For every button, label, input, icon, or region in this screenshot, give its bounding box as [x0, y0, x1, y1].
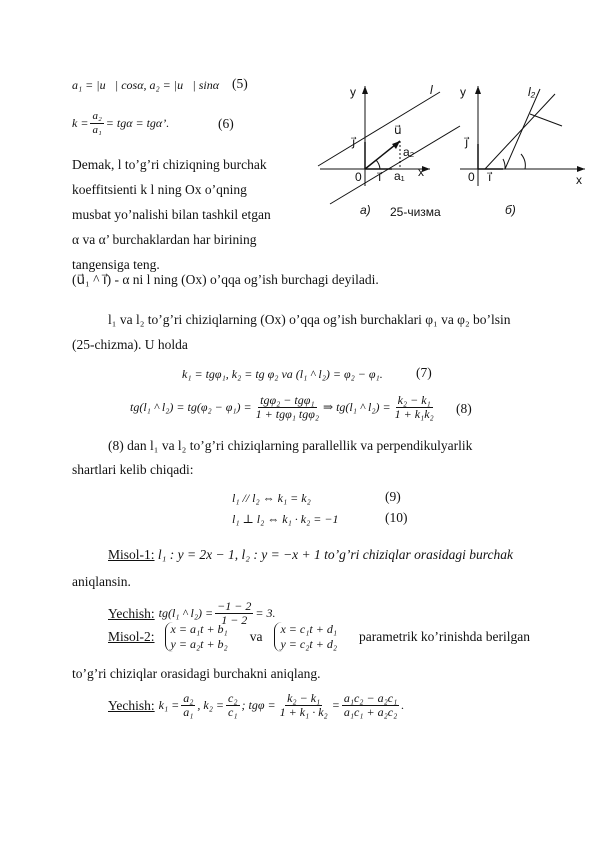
system-1-x: x = a₁t + b₁ — [170, 622, 228, 636]
solution-2-frac-3-den: 1 + k₁ · k₂ — [279, 705, 328, 719]
solution-2-frac-2 — [226, 692, 240, 719]
paragraph-inclination-2: (25-chizma). U holda — [72, 337, 188, 352]
paragraph-conditions-2: shartlari kelib chiqadi: — [72, 462, 194, 477]
paragraph-inclination: l₁ va l₂ to’g’ri chiziqlarning (Ox) o’qqa og’ish burchaklari φ₁ va φ₂ bo’lsin — [108, 312, 511, 327]
system-1-y: y = a₂t + b₂ — [170, 637, 228, 651]
fig-l-label: l — [430, 83, 433, 97]
solution-2-frac-3 — [278, 692, 330, 719]
eq10: l₁ ⊥ l₂ ⇔ k₁ · k₂ = −1 — [232, 512, 339, 526]
solution-2-frac-4 — [342, 692, 399, 719]
eq8-part-b: ⇒ tg(l₁ ^ l₂) = — [323, 400, 391, 414]
eq8-fraction-1 — [254, 394, 321, 421]
line-l-lower — [330, 126, 460, 204]
u-arrowhead — [392, 141, 400, 149]
eq8-frac2-den: 1 + k₁k₂ — [394, 407, 434, 421]
fig-caption-b: б) — [505, 203, 516, 217]
solution-1-b: = 3. — [255, 606, 276, 620]
eq6-rhs: = tgα = tgα’. — [105, 116, 170, 130]
solution-2-frac-4-num: a₁c₂ − a₂c₁ — [343, 691, 398, 705]
eq8-fraction-2 — [393, 394, 436, 421]
eq5: a₁ = |u⃗| cosα, a₂ = |u⃗| sinα — [72, 78, 219, 92]
eq6-lhs: k = — [72, 116, 89, 130]
fig-x-label-b: x — [576, 173, 582, 187]
y-arrow-b — [475, 86, 481, 94]
eq6-frac-num: a₂ — [92, 110, 102, 122]
eq8-number: (8) — [456, 401, 472, 416]
system-2-y: y = c₂t + d₂ — [280, 637, 337, 651]
paragraph-line: α va α’ burchaklardan har birining — [72, 232, 257, 247]
solution-2-frac-3-num: k₂ − k₁ — [287, 691, 321, 705]
solution-2-k2: , k₂ = — [197, 698, 225, 712]
eq8-frac1-num: tgφ₂ − tgφ₁ — [260, 393, 315, 407]
fig-u-label: u⃗ — [394, 123, 402, 137]
fig-zero-b: 0 — [468, 170, 475, 184]
angle-definition: (u⃗₁ ^ i⃗) - α ni l ning (Ox) o’qqa og’ish burchagi deyiladi. — [72, 272, 379, 287]
fig-y-label-b: y — [460, 85, 466, 99]
line-l3-b — [530, 114, 562, 126]
eq7: k₁ = tgφ₁, k₂ = tg φ₂ va (l₁ ^ l₂) = φ₂ − φ₁. — [182, 367, 383, 381]
eq5-number: (5) — [232, 76, 248, 91]
angle-arc-b1 — [503, 159, 505, 169]
line-l2-b — [505, 89, 540, 169]
eq6-frac-den: a₁ — [92, 124, 102, 136]
solution-1-label: Yechish: — [108, 605, 155, 621]
fig-caption-a: a) — [360, 203, 371, 217]
solution-2-end: . — [401, 698, 405, 712]
eq6 — [72, 110, 169, 137]
eq6-fraction — [90, 110, 103, 137]
solution-1-a: tg(l₁ ^ l₂) = — [158, 606, 214, 620]
solution-1-num: −1 − 2 — [217, 599, 252, 613]
fig-i-label-b: i⃗ — [488, 170, 492, 184]
example-1 — [108, 547, 513, 563]
example-2 — [108, 622, 528, 652]
example-2-text: parametrik ko’rinishda berilgan — [359, 629, 530, 644]
paragraph-line: tangensiga teng. — [72, 257, 160, 272]
line-l-upper — [318, 92, 440, 166]
line-l1-b — [485, 94, 555, 169]
solution-2 — [108, 692, 404, 719]
solution-2-k1: k₁ = — [158, 698, 180, 712]
fig-i-label-a: i⃗ — [378, 170, 382, 184]
solution-2-frac-2-num: c₂ — [228, 691, 238, 705]
x-arrow-b — [577, 166, 585, 172]
angle-arc-a — [376, 160, 380, 169]
eq9: l₁ // l₂ ⇔ k₁ = k₂ — [232, 491, 311, 505]
solution-2-frac-1 — [181, 692, 195, 719]
fig-l2-label: l₂ — [528, 85, 536, 99]
example-1-text-2: aniqlansin. — [72, 574, 131, 589]
eq8-frac2-num: k₂ − k₁ — [397, 393, 431, 407]
fig-a2-label: a₂ — [403, 145, 415, 159]
example-2-system-2 — [274, 622, 337, 652]
y-arrow-a — [362, 86, 368, 94]
solution-2-label: Yechish: — [108, 697, 155, 713]
eq8-part-a: tg(l₁ ^ l₂) = tg(φ₂ − φ₁) = — [130, 400, 252, 414]
paragraph-conditions: (8) dan l₁ va l₂ to’g’ri chiziqlarning parallellik va perpendikulyarlik — [108, 438, 473, 453]
solution-2-eq: = — [331, 698, 340, 712]
paragraph-line: Demak, l to’g’ri chiziqning burchak — [72, 157, 267, 172]
paragraph-line: musbat yo’nalishi bilan tashkil etgan — [72, 207, 271, 222]
solution-2-frac-1-num: a₂ — [183, 691, 194, 705]
fig-caption-main: 25-чизма — [390, 205, 441, 219]
fig-a1-label: a₁ — [394, 169, 405, 183]
solution-2-frac-2-den: c₁ — [228, 705, 238, 719]
eq6-number: (6) — [218, 116, 234, 131]
example-1-text: l₁ : y = 2x − 1, l₂ : y = −x + 1 to’g’ri chiziqlar orasidagi burchak — [157, 547, 514, 562]
fig-y-label-a: y — [350, 85, 356, 99]
eq9-number: (9) — [385, 489, 401, 504]
eq7-number: (7) — [416, 365, 432, 380]
fig-x-label-a: x — [418, 165, 424, 179]
fig-j-label-b: j⃗ — [465, 135, 469, 149]
eq8 — [130, 394, 438, 421]
paragraph-line: koeffitsienti k l ning Ox o’qning — [72, 182, 247, 197]
eq8-frac1-den: 1 + tgφ₁ tgφ₂ — [255, 407, 320, 421]
solution-1-den: 1 − 2 — [221, 613, 248, 627]
paragraph-slope — [72, 152, 282, 277]
angle-arc-b2 — [521, 154, 525, 169]
solution-2-frac-1-den: a₁ — [183, 705, 194, 719]
system-2-x: x = c₁t + d₁ — [280, 622, 337, 636]
example-2-system-1 — [165, 622, 228, 652]
example-1-label: Misol-1: — [108, 547, 155, 562]
fig-j-label-a: j⃗ — [352, 135, 356, 149]
solution-2-frac-4-den: a₁c₁ + a₂c₂ — [343, 705, 398, 719]
example-2-va: va — [249, 629, 263, 644]
figure-25 — [300, 74, 590, 224]
solution-2-tg: ; tgφ = — [241, 698, 276, 712]
eq10-number: (10) — [385, 510, 408, 525]
example-2-label: Misol-2: — [108, 629, 155, 644]
fig-zero-a: 0 — [355, 170, 362, 184]
example-2-text-2: to’g’ri chiziqlar orasidagi burchakni aniqlang. — [72, 666, 321, 681]
